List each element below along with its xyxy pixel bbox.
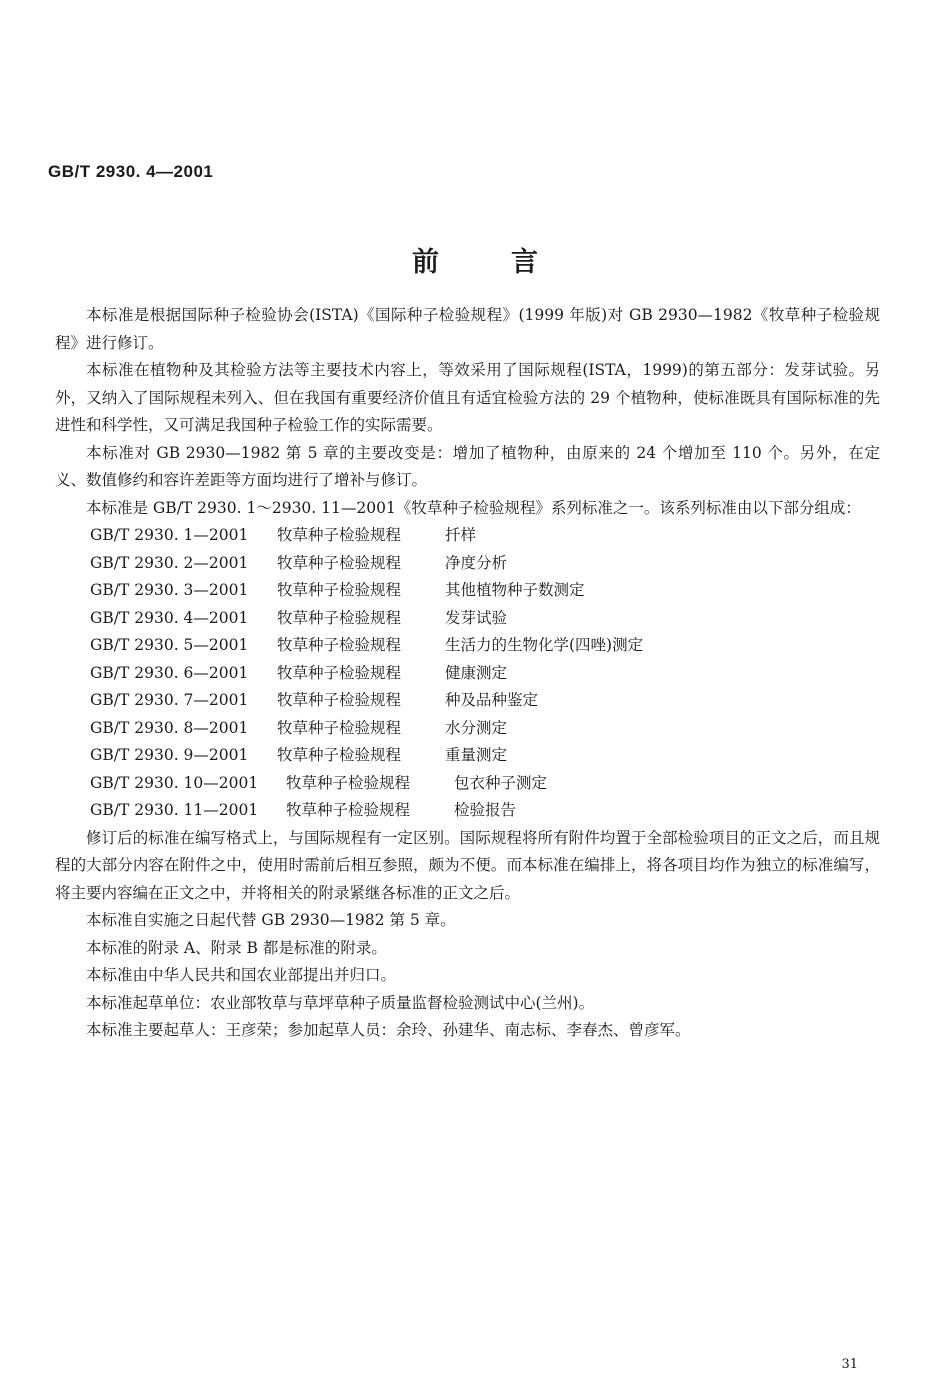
part-series: 牧草种子检验规程 xyxy=(277,581,402,599)
list-item xyxy=(55,605,880,633)
paragraph: 本标准在植物种及其检验方法等主要技术内容上，等效采用了国际规程(ISTA，1999)的第五部分：发芽试验。另外，又纳入了国际规程未列入、但在我国有重要经济价值且有适宜检验方法的 29 个植物种，使标准既具有国际标准的先进性和科学性，又可满足我国种子检验工作的实际需要。 xyxy=(55,361,880,434)
list-item xyxy=(55,715,880,743)
part-name: 其他植物种子数测定 xyxy=(445,581,585,599)
part-code: GB/T 2930. 11—2001 xyxy=(90,801,259,819)
part-name: 检验报告 xyxy=(454,801,517,819)
page-title: 前言 xyxy=(412,247,610,278)
part-code: GB/T 2930. 10—2001 xyxy=(90,773,259,792)
paragraph: 本标准是 GB/T 2930. 1～2930. 11—2001《牧草种子检验规程》系列标准之一。该系列标准由以下部分组成： xyxy=(86,498,861,517)
list-item xyxy=(55,797,880,825)
standard-parts-list xyxy=(55,522,880,825)
part-series: 牧草种子检验规程 xyxy=(286,801,411,819)
part-code: GB/T 2930. 8—2001 xyxy=(90,718,249,737)
list-item xyxy=(55,632,880,660)
part-series: 牧草种子检验规程 xyxy=(277,663,402,682)
page-number: 31 xyxy=(841,1357,858,1372)
list-item xyxy=(55,522,880,550)
paragraph: 本标准由中华人民共和国农业部提出并归口。 xyxy=(86,966,397,984)
list-item xyxy=(55,742,880,770)
foreword-body xyxy=(55,302,880,1045)
part-series: 牧草种子检验规程 xyxy=(277,746,402,764)
part-code: GB/T 2930. 6—2001 xyxy=(90,663,249,682)
part-code: GB/T 2930. 7—2001 xyxy=(90,691,249,709)
paragraph: 本标准自实施之日起代替 GB 2930—1982 第 5 章。 xyxy=(86,911,456,929)
paragraph: 本标准主要起草人：王彦荣；参加起草人员：余玲、孙建华、南志标、李春杰、曾彦军。 xyxy=(86,1021,691,1039)
part-name: 包衣种子测定 xyxy=(454,773,548,792)
part-code: GB/T 2930. 3—2001 xyxy=(90,581,249,599)
part-name: 净度分析 xyxy=(445,553,508,572)
list-item xyxy=(55,687,880,715)
paragraph: 本标准起草单位：农业部牧草与草坪草种子质量监督检验测试中心(兰州)。 xyxy=(86,993,595,1012)
list-item xyxy=(55,770,880,798)
part-series: 牧草种子检验规程 xyxy=(277,718,402,737)
paragraph: 本标准的附录 A、附录 B 都是标准的附录。 xyxy=(86,938,387,957)
paragraph: 本标准是根据国际种子检验协会(ISTA)《国际种子检验规程》(1999 年版)对 GB 2930—1982《牧草种子检验规程》进行修订。 xyxy=(55,306,880,352)
part-code: GB/T 2930. 9—2001 xyxy=(90,746,249,764)
part-code: GB/T 2930. 2—2001 xyxy=(90,553,249,572)
part-series: 牧草种子检验规程 xyxy=(277,553,402,572)
part-series: 牧草种子检验规程 xyxy=(277,691,402,709)
part-name: 重量测定 xyxy=(445,746,508,764)
part-name: 水分测定 xyxy=(445,718,508,737)
part-code: GB/T 2930. 1—2001 xyxy=(90,526,249,544)
part-series: 牧草种子检验规程 xyxy=(286,773,411,792)
list-item xyxy=(55,550,880,578)
part-series: 牧草种子检验规程 xyxy=(277,526,402,544)
part-name: 种及品种鉴定 xyxy=(445,691,539,709)
part-series: 牧草种子检验规程 xyxy=(277,608,402,627)
part-series: 牧草种子检验规程 xyxy=(277,636,402,654)
part-code: GB/T 2930. 5—2001 xyxy=(90,636,249,654)
paragraph: 本标准对 GB 2930—1982 第 5 章的主要改变是：增加了植物种，由原来的 24 个增加至 110 个。另外，在定义、数值修约和容许差距等方面均进行了增补与修订。 xyxy=(55,443,880,489)
part-name: 扦样 xyxy=(445,526,477,544)
list-item xyxy=(55,577,880,605)
part-name: 发芽试验 xyxy=(445,608,508,627)
standard-code-header: GB/T 2930. 4—2001 xyxy=(48,162,214,181)
part-name: 生活力的生物化学(四唑)测定 xyxy=(445,636,644,654)
list-item xyxy=(55,660,880,688)
part-code: GB/T 2930. 4—2001 xyxy=(90,608,249,627)
paragraph: 修订后的标准在编写格式上，与国际规程有一定区别。国际规程将所有附件均置于全部检验项目的正文之后，而且规程的大部分内容在附件之中，使用时需前后相互参照，颇为不便。而本标准在编排上，将各项目均作为独立的标准编写，将主要内容编在正文之中，并将相关的附录紧继各标准的正文之后。 xyxy=(55,828,880,902)
part-name: 健康测定 xyxy=(445,663,508,682)
